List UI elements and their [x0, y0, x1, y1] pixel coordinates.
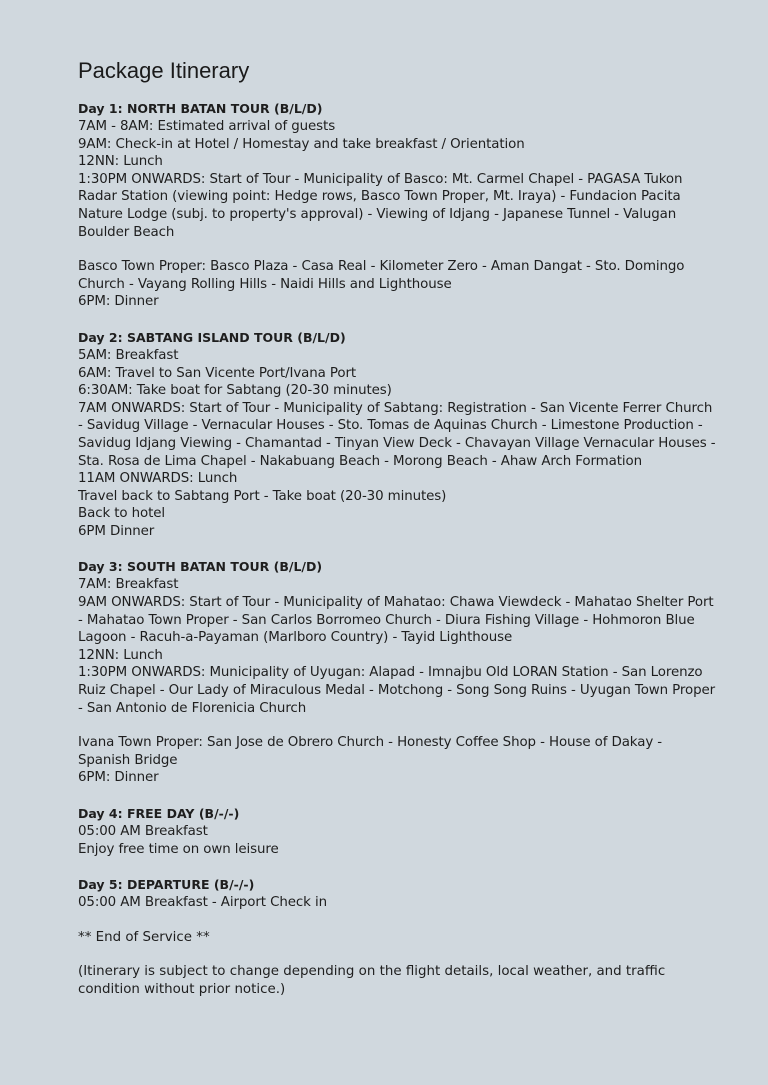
itinerary-line: 12NN: Lunch — [78, 647, 163, 663]
itinerary-line: 1:30PM ONWARDS: Municipality of Uyugan: Alapad - Imnajbu Old LORAN Station - San Lorenzo Ruiz Chapel - Our Lady of Miraculous Medal - Motchong - Song Song Ruins - Uyugan Town Proper - San Antonio de Florenicia Church — [78, 665, 716, 716]
itinerary-line: 9AM: Check-in at Hotel / Homestay and take breakfast / Orientation — [78, 136, 525, 152]
itinerary-line: 05:00 AM Breakfast - Airport Check in — [78, 895, 327, 911]
itinerary-line: 6PM: Dinner — [78, 294, 159, 310]
itinerary-line: 12NN: Lunch — [78, 154, 163, 170]
itinerary-line: 5AM: Breakfast — [78, 347, 179, 363]
itinerary-line: 6:30AM: Take boat for Sabtang (20-30 minutes) — [78, 383, 392, 399]
day-section-1 — [78, 100, 718, 311]
itinerary-line: 6PM Dinner — [78, 523, 155, 539]
day-section-5 — [78, 876, 718, 912]
itinerary-line: Back to hotel — [78, 506, 166, 522]
day-heading: Day 5: DEPARTURE (B/-/-) — [78, 877, 255, 893]
day-section-3 — [78, 558, 718, 787]
disclaimer-text: (Itinerary is subject to change depending on the flight details, local weather, and traffic condition without prior notice.) — [78, 964, 666, 997]
end-of-service-text: ** End of Service ** — [78, 929, 210, 945]
page-title: Package Itinerary — [78, 58, 250, 83]
itinerary-page — [78, 56, 718, 999]
itinerary-line: 6PM: Dinner — [78, 770, 159, 786]
day-section-2 — [78, 329, 718, 541]
day-heading: Day 1: NORTH BATAN TOUR (B/L/D) — [78, 101, 323, 116]
itinerary-line: 1:30PM ONWARDS: Start of Tour - Municipality of Basco: Mt. Carmel Chapel - PAGASA Tukon Radar Station (viewing point: Hedge rows, Basco Town Proper, Mt. Iraya) - Fundacion Pacita Nature Lodge (subj. to property's approval) - Viewing of Idjang - Japanese Tunnel - Valugan Boulder Beach — [78, 171, 683, 240]
itinerary-line: 05:00 AM Breakfast — [78, 824, 208, 839]
day-heading: Day 4: FREE DAY (B/-/-) — [78, 806, 240, 821]
itinerary-line: 7AM - 8AM: Estimated arrival of guests — [78, 119, 336, 134]
itinerary-line: Ivana Town Proper: San Jose de Obrero Church - Honesty Coffee Shop - House of Dakay - Spanish Bridge — [78, 735, 663, 768]
itinerary-line: 6AM: Travel to San Vicente Port/Ivana Port — [78, 365, 357, 381]
itinerary-line: 11AM ONWARDS: Lunch — [78, 471, 238, 487]
itinerary-line: 7AM ONWARDS: Start of Tour - Municipality of Sabtang: Registration - San Vicente Ferrer Church - Savidug Village - Vernacular Houses - Sto. Tomas de Aquinas Church - Limestone Production - Savidug Idjang Viewing - Chamantad - Tinyan View Deck - Chavayan Village Vernacular Houses - Sta. Rosa de Lima Chapel - Nakabuang Beach - Morong Beach - Ahaw Arch Formation — [78, 400, 716, 469]
day-heading: Day 3: SOUTH BATAN TOUR (B/L/D) — [78, 559, 323, 575]
itinerary-line: Basco Town Proper: Basco Plaza - Casa Real - Kilometer Zero - Aman Dangat - Sto. Domingo Church - Vayang Rolling Hills - Naidi Hills and Lighthouse — [78, 259, 685, 292]
itinerary-line: Enjoy free time on own leisure — [78, 841, 279, 857]
itinerary-line: 7AM: Breakfast — [78, 577, 179, 593]
day-section-4 — [78, 805, 718, 858]
day-heading: Day 2: SABTANG ISLAND TOUR (B/L/D) — [78, 329, 346, 345]
itinerary-line: Travel back to Sabtang Port - Take boat (20-30 minutes) — [78, 488, 447, 504]
itinerary-line: 9AM ONWARDS: Start of Tour - Municipality of Mahatao: Chawa Viewdeck - Mahatao Shelter Port - Mahatao Town Proper - San Carlos Borromeo Church - Diura Fishing Village - Hohmoron Blue Lagoon - Racuh-a-Payaman (Marlboro Country) - Tayid Lighthouse — [78, 595, 714, 646]
